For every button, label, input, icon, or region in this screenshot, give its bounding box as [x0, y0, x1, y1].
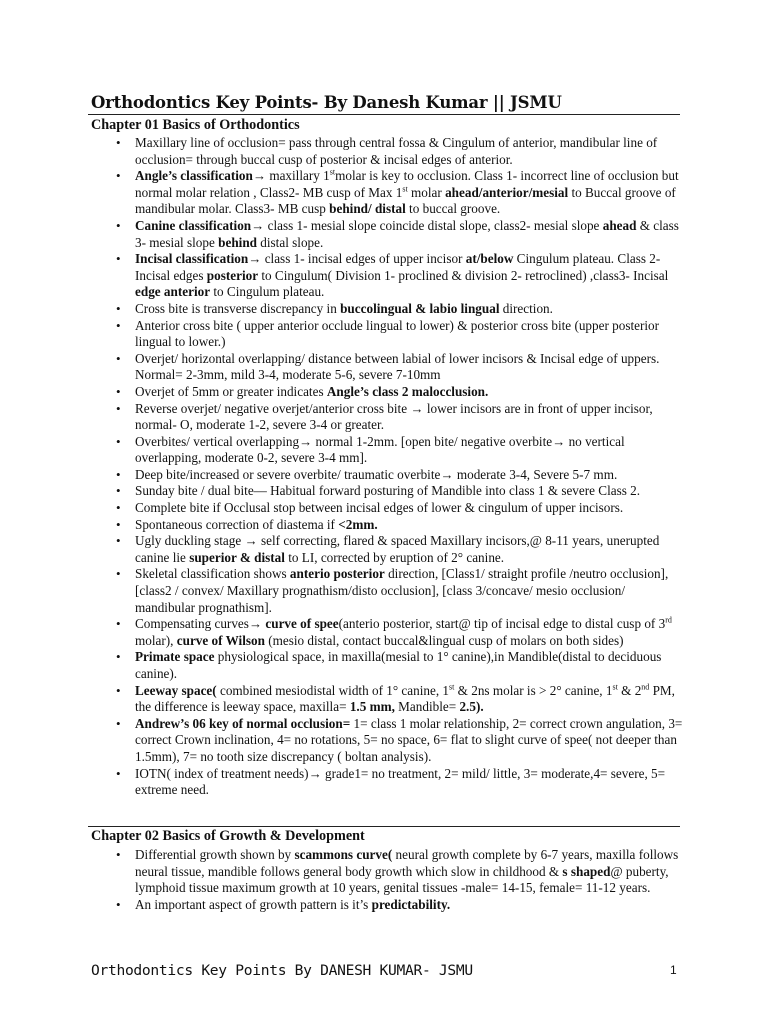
bullet-text: molar is key to occlusion. Class 1- incorrect line of occlusion but normal molar relation , Class2- MB cusp of Max 1 — [135, 168, 679, 200]
bullet-text: 2.5). — [459, 699, 484, 715]
bullet-text: → maxillary 1 — [252, 168, 330, 184]
bullet-text: to buccal groove. — [405, 201, 501, 217]
bullet-text: curve of Wilson — [176, 632, 265, 648]
bullet-text: anterio posterior — [289, 566, 385, 582]
bullet-item — [91, 500, 683, 517]
bullet-text: Mandible= — [394, 699, 460, 715]
bullet-item — [91, 616, 683, 649]
bullet-text: behind — [218, 234, 257, 250]
bullet-text: PM, the difference is leeway space, maxilla= — [135, 682, 675, 715]
bullet-text: Overjet of 5mm or greater indicates — [135, 383, 327, 399]
chapter-2-list — [91, 847, 683, 913]
bullet-text: Reverse overjet/ negative overjet/anterior cross bite → lower incisors are in front of upper incisor, normal- O, moderate 1-2, severe 3-4 or greater. — [135, 400, 653, 433]
chapter-1-heading: Chapter 01 Basics of Orthodontics — [91, 117, 300, 133]
bullet-text: Angle’s class 2 malocclusion. — [326, 383, 489, 399]
bullet-item — [91, 467, 683, 484]
bullet-item — [91, 683, 683, 716]
bullet-item — [91, 218, 683, 251]
bullet-item — [91, 897, 683, 914]
bullet-text: molar), — [135, 632, 177, 648]
bullet-text: physiological space, in maxilla(mesial to 1° canine),in Mandible(distal to deciduous canine). — [135, 649, 662, 681]
bullet-text: to LI, corrected by eruption of 2° canine. — [284, 549, 505, 565]
bullet-text: @ puberty, lymphoid tissue maximum growth at 10 years, genital tissues -male= 14-15, female= 11-12 years. — [135, 863, 669, 896]
bullet-text: (anterio posterior, start@ tip of incisal edge to distal cusp of 3 — [338, 616, 666, 632]
bullet-text: nd — [641, 682, 650, 692]
bullet-text: molar — [407, 184, 446, 200]
bullet-text: IOTN( index of treatment needs)→ grade1= no treatment, 2= mild/ little, 3= moderate,4= severe, 5= extreme need. — [135, 765, 666, 798]
bullet-item — [91, 251, 683, 301]
title-rule — [88, 114, 680, 115]
bullet-item — [91, 135, 683, 168]
bullet-text: predictability. — [371, 896, 451, 912]
bullet-item — [91, 716, 683, 766]
bullet-text: ahead/anterior/mesial — [445, 184, 569, 200]
bullet-text: & 2 — [617, 682, 642, 698]
bullet-text: behind/ distal — [329, 201, 406, 217]
bullet-item — [91, 301, 683, 318]
bullet-text: Anterior cross bite ( upper anterior occlude lingual to lower) & posterior cross bite (upper posterior lingual to lower.) — [135, 317, 660, 350]
bullet-item — [91, 566, 683, 616]
bullet-text: Differential growth shown by — [135, 847, 295, 862]
bullet-text: combined mesiodistal width of 1° canine, 1 — [216, 682, 450, 698]
bullet-text: Angle’s classification — [135, 168, 253, 184]
bullet-text: at/below — [465, 251, 514, 267]
bullet-item — [91, 847, 683, 897]
bullet-text: rd — [665, 615, 672, 625]
bullet-text: neural growth complete by 6-7 years, maxilla follows neural tissue, mandible follows general body growth which slow in childhood & — [135, 847, 679, 879]
bullet-text: → class 1- mesial slope coincide distal slope, class2- mesial slope — [251, 217, 603, 233]
bullet-text: Complete bite if Occlusal stop between incisal edges of lower & cingulum of upper incisors. — [135, 500, 624, 516]
bullet-text: & 2ns molar is > 2° canine, 1 — [454, 682, 613, 698]
bullet-text: to Cingulum( Division 1- proclined & division 2- retroclined) ,class3- Incisal — [258, 267, 669, 283]
bullet-text: Andrew’s 06 key of normal occlusion= — [135, 715, 351, 731]
bullet-text: Primate space — [135, 649, 215, 665]
bullet-text: ahead — [602, 217, 637, 233]
bullet-text: edge anterior — [135, 284, 211, 300]
bullet-text: buccolingual & labio lingual — [340, 300, 500, 316]
bullet-text: Spontaneous correction of diastema if — [135, 516, 339, 532]
bullet-text: direction. — [499, 300, 553, 316]
bullet-text: An important aspect of growth pattern is it’s — [135, 896, 372, 912]
bullet-text: Sunday bite / dual bite— Habitual forward posturing of Mandible into class 1 & severe Class 2. — [135, 483, 641, 499]
bullet-text: Leeway space( — [135, 682, 217, 698]
bullet-item — [91, 351, 683, 384]
chapter-2-heading: Chapter 02 Basics of Growth & Development — [91, 828, 365, 844]
bullet-text: & class 3- mesial slope — [135, 217, 679, 250]
page-footer: Orthodontics Key Points By DANESH KUMAR- JSMU — [91, 962, 473, 979]
bullet-item — [91, 517, 683, 534]
bullet-text: Deep bite/increased or severe overbite/ traumatic overbite→ moderate 3-4, Severe 5-7 mm. — [135, 466, 618, 482]
bullet-text: direction, [Class1/ straight profile /neutro occlusion], [class2 / convex/ Maxillary prognathism/disto occlusion], [class 3/concave/ mesio occlusion/ mandibular prognathism]. — [135, 566, 669, 615]
bullet-item — [91, 168, 683, 218]
bullet-text: superior & distal — [189, 549, 285, 565]
bullet-item — [91, 766, 683, 799]
bullet-item — [91, 434, 683, 467]
bullet-text: Compensating curves→ — [135, 616, 266, 632]
bullet-text: Overjet/ horizontal overlapping/ distance between labial of lower incisors & Incisal edge of uppers. Normal= 2-3mm, mild 3-4, moderate 5-6, severe 7-10mm — [135, 350, 660, 383]
bullet-text: Cross bite is transverse discrepancy in — [135, 300, 341, 316]
bullet-text: st — [612, 682, 618, 692]
bullet-text: 1= class 1 molar relationship, 2= correct crown angulation, 3= correct Crown inclination, 4= no rotations, 5= no space, 6= flat to slight curve of spee( not deeper than 1.5mm), 7= no tooth size discrepancy ( boltan analysis). — [135, 715, 683, 764]
bullet-item — [91, 483, 683, 500]
bullet-item — [91, 384, 683, 401]
bullet-text: distal slope. — [257, 234, 324, 250]
chapter-2-rule — [88, 826, 680, 827]
bullet-text: scammons curve( — [294, 847, 393, 862]
bullet-text: 1.5 mm, — [349, 699, 395, 715]
bullet-text: → class 1- incisal edges of upper incisor — [248, 251, 466, 267]
bullet-item — [91, 318, 683, 351]
bullet-text: to Buccal groove of mandibular molar. Class3- MB cusp — [135, 184, 676, 217]
bullet-text: curve of spee — [265, 616, 339, 632]
bullet-text: st — [402, 184, 408, 194]
bullet-text: to Cingulum plateau. — [210, 284, 325, 300]
bullet-item — [91, 533, 683, 566]
chapter-1-list — [91, 135, 683, 799]
bullet-item — [91, 649, 683, 682]
bullet-text: Cingulum plateau. Class 2- Incisal edges — [135, 251, 661, 283]
page-number: 1 — [670, 963, 677, 977]
bullet-text: st — [329, 167, 336, 177]
bullet-text: Ugly duckling stage → self correcting, flared & spaced Maxillary incisors,@ 8-11 years, unerupted canine lie — [135, 533, 660, 565]
bullet-text: Maxillary line of occlusion= pass through central fossa & Cingulum of anterior, mandibular line of occlusion= through buccal cusp of posterior & incisal edges of anterior. — [135, 135, 658, 167]
bullet-text: Canine classification — [135, 217, 252, 233]
bullet-item — [91, 401, 683, 434]
bullet-text: Skeletal classification shows — [135, 566, 290, 582]
bullet-text: (mesio distal, contact buccal&lingual cusp of molars on both sides) — [264, 632, 624, 648]
bullet-text: posterior — [206, 267, 259, 283]
bullet-text: s shaped — [562, 863, 611, 879]
bullet-text: <2mm. — [338, 516, 378, 532]
bullet-text: Incisal classification — [135, 251, 249, 267]
bullet-text: st — [449, 682, 455, 692]
document-title: Orthodontics Key Points- By Danesh Kumar || JSMU — [91, 93, 562, 112]
bullet-text: Overbites/ vertical overlapping→ normal 1-2mm. [open bite/ negative overbite→ no vertical overlapping, moderate 0-2, severe 3-4 mm]. — [135, 433, 625, 466]
